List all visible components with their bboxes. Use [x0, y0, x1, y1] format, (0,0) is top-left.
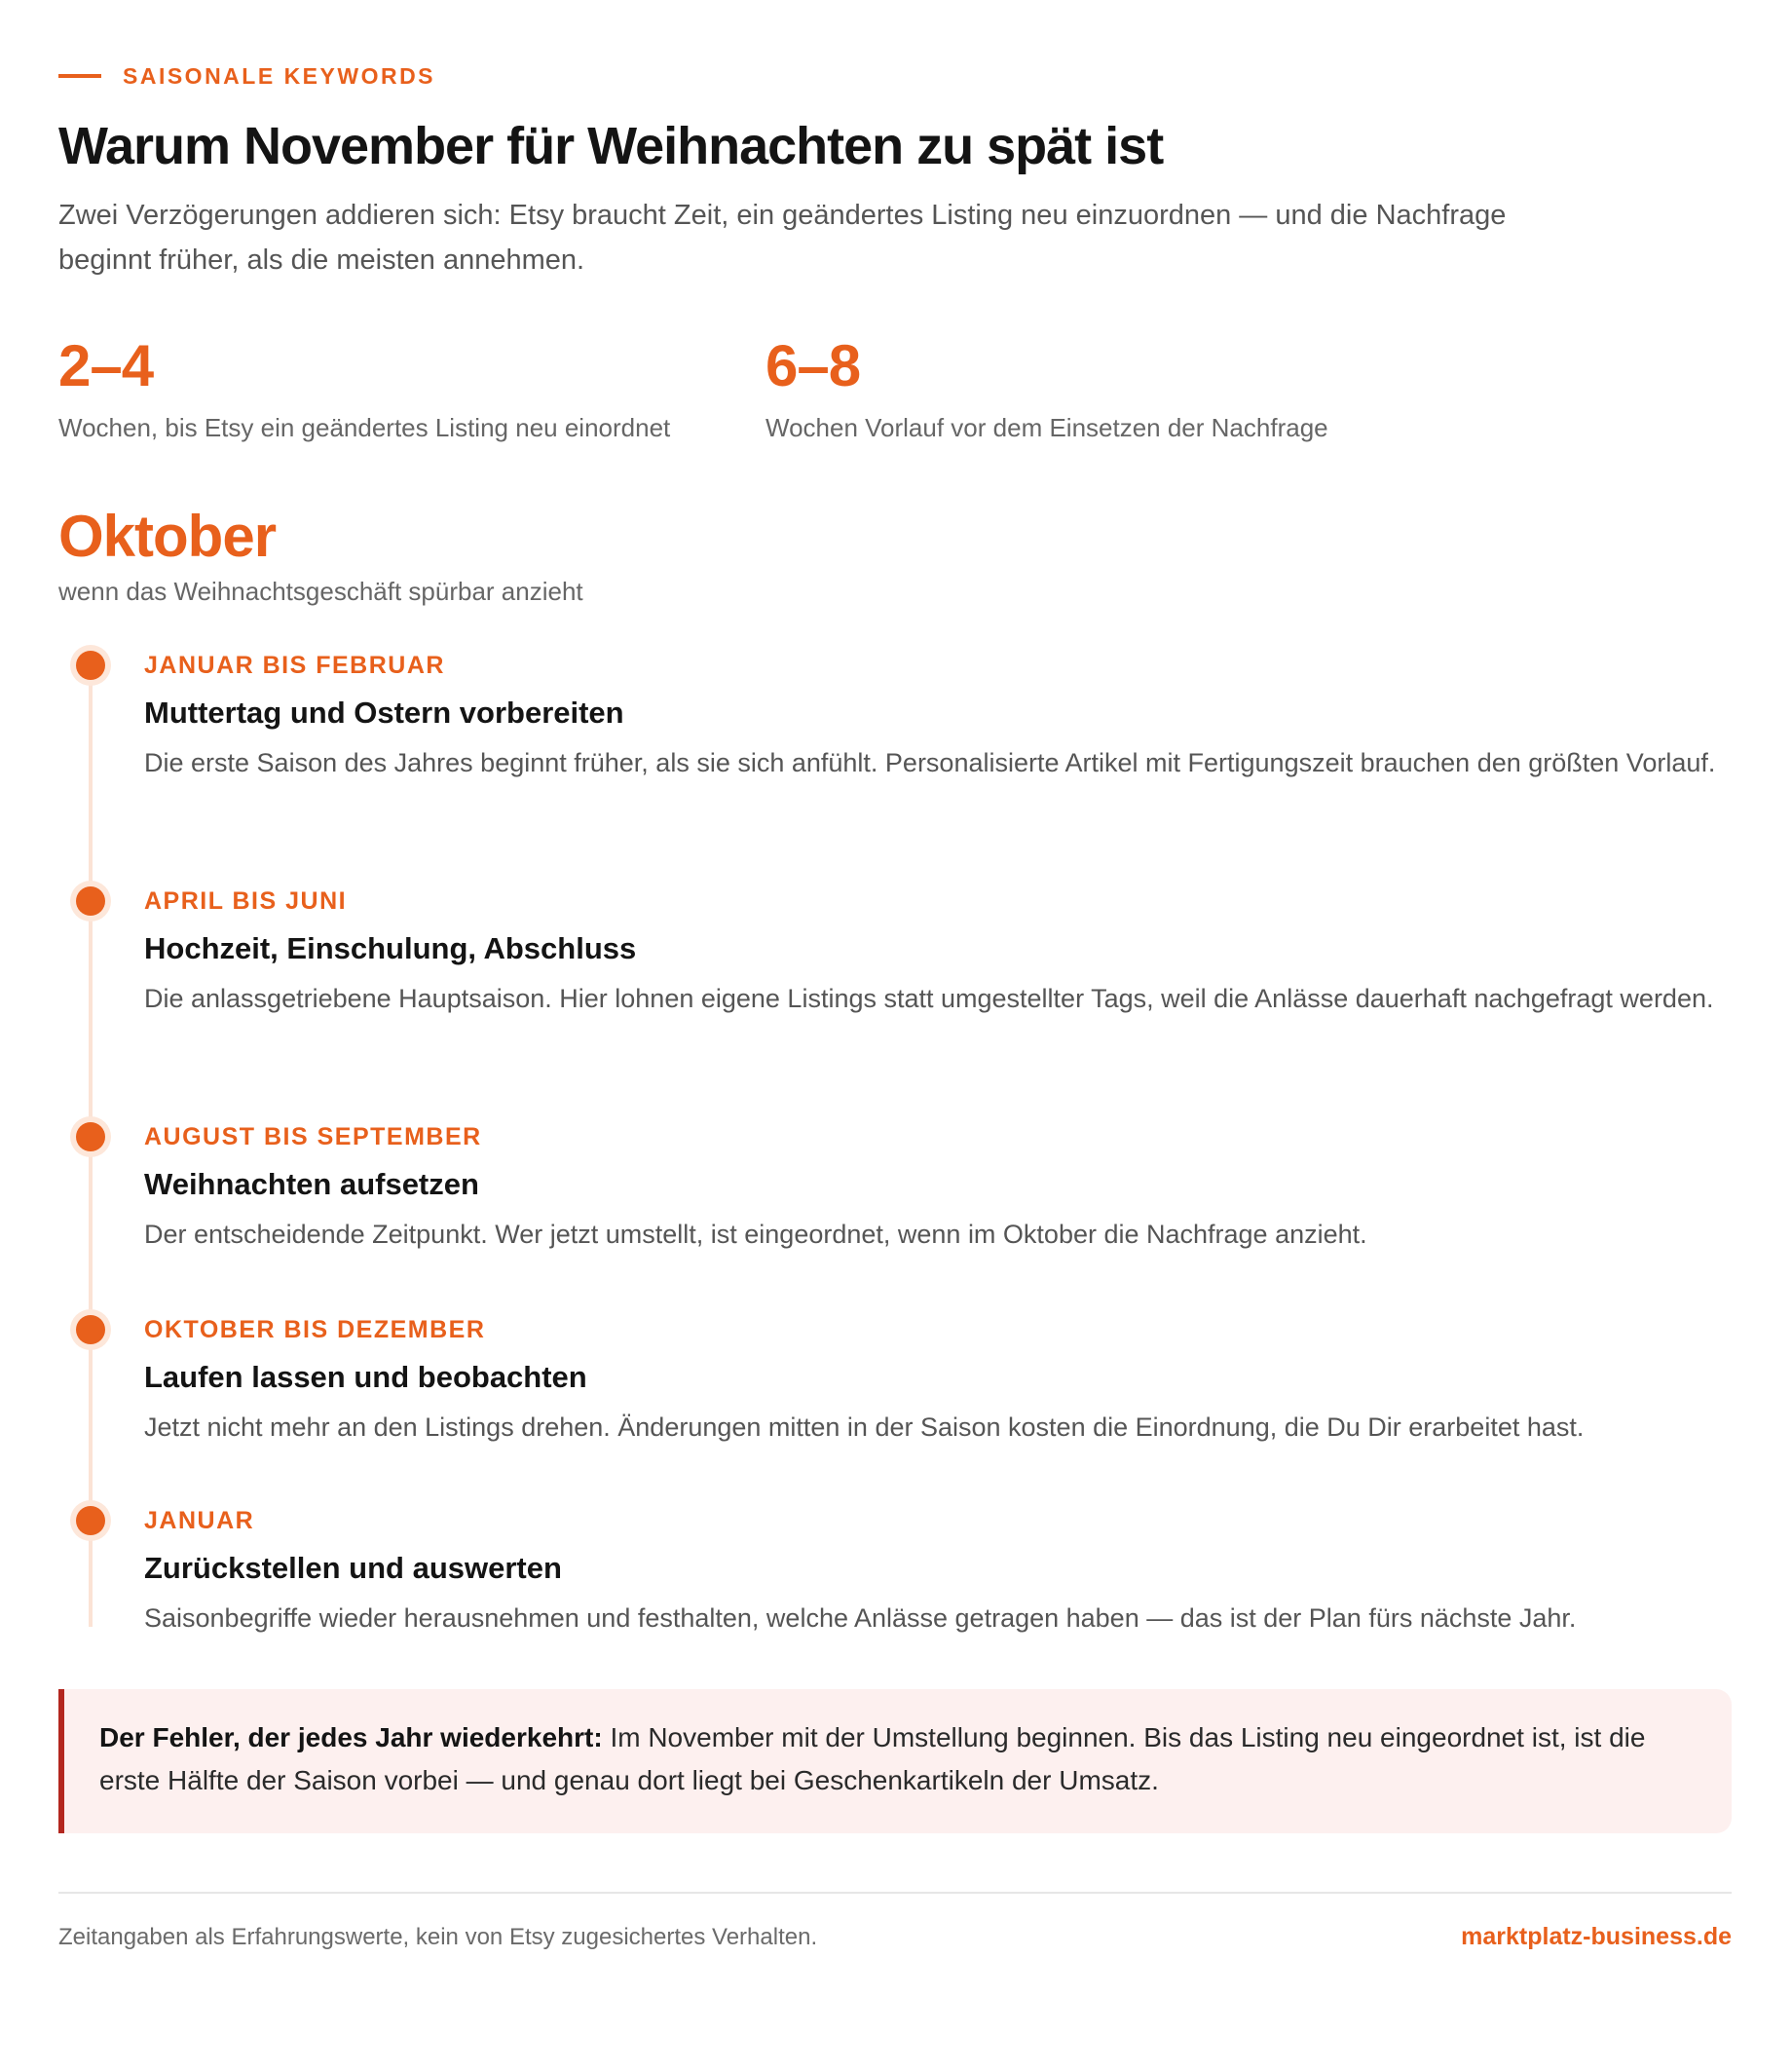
footer	[58, 1892, 1732, 1951]
timeline-dot-icon	[70, 645, 111, 686]
highlight-value: Oktober	[58, 504, 277, 569]
timeline-title: Zurückstellen und auswerten	[144, 1551, 562, 1585]
timeline-item	[58, 645, 1732, 881]
timeline-period: OKTOBER BIS DEZEMBER	[144, 1316, 486, 1343]
stat-lead-time	[765, 335, 1473, 444]
timeline-item	[58, 1500, 1732, 1646]
stat-label: Wochen Vorlauf vor dem Einsetzen der Nachfrage	[765, 413, 1328, 442]
timeline-text: Jetzt nicht mehr an den Listings drehen. Änderungen mitten in der Saison kosten die Einordnung, die Du Dir erarbeitet hast.	[144, 1412, 1585, 1442]
timeline-title: Muttertag und Ostern vorbereiten	[144, 696, 624, 730]
timeline-dot-icon	[70, 881, 111, 922]
timeline-title: Weihnachten aufsetzen	[144, 1167, 479, 1201]
stats-row	[58, 335, 1732, 444]
timeline-item	[58, 881, 1732, 1116]
timeline-text: Die erste Saison des Jahres beginnt früher, als sie sich anfühlt. Personalisierte Artikel mit Fertigungszeit brauchen den größten Vorlauf.	[144, 748, 1716, 777]
callout-text: Im November mit der Umstellung beginnen. Bis das Listing neu eingeordnet ist, ist die erste Hälfte der Saison vorbei — und genau dort liegt bei Geschenkartikeln der Umsatz.	[99, 1722, 1646, 1795]
timeline-item	[58, 1116, 1732, 1309]
eyebrow	[58, 58, 1732, 94]
infographic	[58, 58, 1732, 1951]
timeline-text: Saisonbegriffe wieder herausnehmen und festhalten, welche Anlässe getragen haben — das ist der Plan fürs nächste Jahr.	[144, 1603, 1577, 1633]
footer-note: Zeitangaben als Erfahrungswerte, kein von Etsy zugesichertes Verhalten.	[58, 1923, 818, 1950]
warning-callout	[58, 1689, 1732, 1833]
timeline-period: JANUAR BIS FEBRUAR	[144, 652, 445, 679]
highlight-label: wenn das Weihnachtsgeschäft spürbar anzieht	[58, 577, 583, 606]
eyebrow-text: SAISONALE KEYWORDS	[123, 62, 436, 89]
timeline-period: APRIL BIS JUNI	[144, 887, 348, 915]
timeline-text: Der entscheidende Zeitpunkt. Wer jetzt umstellt, ist eingeordnet, wenn im Oktober die Nachfrage anzieht.	[144, 1220, 1367, 1249]
timeline-dot-icon	[70, 1309, 111, 1350]
stat-value: 2–4	[58, 333, 154, 398]
timeline-title: Laufen lassen und beobachten	[144, 1360, 587, 1394]
timeline-dot-icon	[70, 1500, 111, 1541]
stat-label: Wochen, bis Etsy ein geändertes Listing neu einordnet	[58, 413, 671, 442]
eyebrow-line	[58, 74, 101, 78]
timeline-item	[58, 1309, 1732, 1500]
timeline-dot-icon	[70, 1116, 111, 1157]
timeline-period: AUGUST BIS SEPTEMBER	[144, 1123, 482, 1150]
stat-reindex	[58, 335, 765, 444]
footer-brand-link[interactable]: marktplatz-business.de	[1461, 1923, 1732, 1950]
lead-text: Zwei Verzögerungen addieren sich: Etsy braucht Zeit, ein geändertes Listing neu einzuordnen — und die Nachfrage beginnt früher, als die meisten annehmen.	[58, 200, 1507, 276]
timeline-period: JANUAR	[144, 1507, 255, 1534]
timeline-text: Die anlassgetriebene Hauptsaison. Hier lohnen eigene Listings statt umgestellter Tags, weil die Anlässe dauerhaft nachgefragt werden.	[144, 984, 1714, 1013]
callout-lead: Der Fehler, der jedes Jahr wiederkehrt:	[99, 1722, 603, 1752]
timeline	[58, 645, 1732, 1646]
page-title: Warum November für Weihnachten zu spät ist	[58, 117, 1164, 175]
timeline-title: Hochzeit, Einschulung, Abschluss	[144, 931, 637, 965]
stat-value: 6–8	[765, 333, 861, 398]
